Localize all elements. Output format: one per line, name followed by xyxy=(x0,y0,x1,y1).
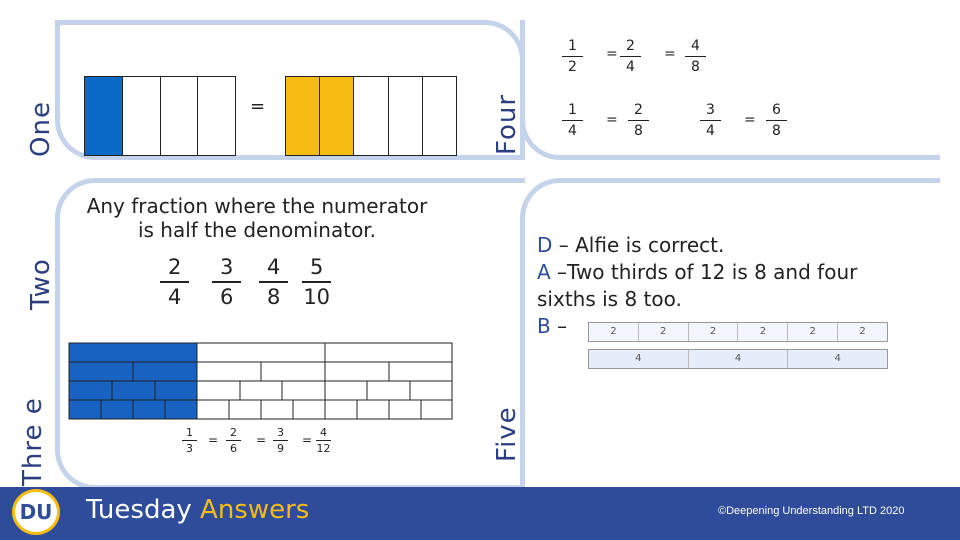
answer-text: –Two thirds of 12 is 8 and four xyxy=(550,260,858,284)
numerator: 2 xyxy=(628,100,649,121)
denominator: 4 xyxy=(168,285,182,309)
bar-segment: 2 xyxy=(639,323,689,341)
denominator: 4 xyxy=(706,123,715,139)
numerator: 3 xyxy=(273,425,288,441)
equals-sign: = xyxy=(302,433,313,447)
du-logo: DU xyxy=(12,489,60,535)
answer-d xyxy=(537,232,857,259)
fraction-wall xyxy=(68,342,453,420)
equals-sign: = xyxy=(250,96,266,117)
eighth-empty xyxy=(354,77,388,155)
section-label-one: One xyxy=(26,101,56,157)
fraction xyxy=(302,253,331,311)
numerator: 4 xyxy=(685,36,706,57)
numerator: 2 xyxy=(226,425,241,441)
quarter-empty xyxy=(198,77,235,155)
two-text-line2: is half the denominator. xyxy=(137,218,377,242)
eighth-empty xyxy=(389,77,423,155)
numerator: 3 xyxy=(700,100,721,121)
numerator: 3 xyxy=(212,253,241,283)
denominator: 6 xyxy=(230,442,237,455)
quarter-shaded xyxy=(85,77,123,155)
quarters-bar xyxy=(84,76,236,156)
two-explanation xyxy=(62,194,452,242)
fraction xyxy=(685,36,706,77)
eighth-shaded xyxy=(320,77,354,155)
section-label-four: Four xyxy=(492,93,522,155)
answer-text: – Alfie is correct. xyxy=(552,233,725,257)
copyright: ©Deepening Understanding LTD 2020 xyxy=(718,505,905,517)
fraction xyxy=(562,100,583,141)
numerator: 4 xyxy=(259,253,288,283)
bar-model-sixths xyxy=(588,322,888,342)
denominator: 6 xyxy=(220,285,234,309)
footer-title-accent: Answers xyxy=(200,495,310,525)
numerator: 4 xyxy=(316,425,331,441)
fraction xyxy=(259,253,288,311)
denominator: 4 xyxy=(568,123,577,139)
denominator: 9 xyxy=(277,442,284,455)
panel-four xyxy=(520,20,940,160)
denominator: 8 xyxy=(634,123,643,139)
fraction xyxy=(316,425,331,456)
answer-a xyxy=(537,259,857,286)
section-label-two: Two xyxy=(26,258,56,310)
equals-sign: = xyxy=(606,112,618,128)
eighth-empty xyxy=(423,77,456,155)
bar-segment: 2 xyxy=(589,323,639,341)
numerator: 2 xyxy=(620,36,641,57)
numerator: 1 xyxy=(562,36,583,57)
numerator: 1 xyxy=(182,425,197,441)
denominator: 8 xyxy=(267,285,281,309)
answer-text: – xyxy=(550,314,568,338)
numerator: 5 xyxy=(302,253,331,283)
bar-segment: 2 xyxy=(788,323,838,341)
footer-title-main: Tuesday xyxy=(86,495,192,525)
answer-letter: D xyxy=(537,233,553,257)
denominator: 4 xyxy=(626,59,635,75)
two-text-line1: Any fraction where the numerator xyxy=(86,194,428,218)
equals-sign: = xyxy=(744,112,756,128)
numerator: 6 xyxy=(766,100,787,121)
denominator: 3 xyxy=(186,442,193,455)
section-label-five: Five xyxy=(492,406,522,462)
quarter-empty xyxy=(123,77,161,155)
fraction xyxy=(160,253,189,311)
answer-a-cont: sixths is 8 too. xyxy=(537,287,682,311)
bar-segment: 4 xyxy=(589,350,689,368)
quarter-empty xyxy=(161,77,199,155)
footer-title xyxy=(86,495,309,525)
eighth-shaded xyxy=(286,77,320,155)
fraction xyxy=(620,36,641,77)
answer-letter: B xyxy=(537,314,551,338)
fraction xyxy=(562,36,583,77)
bar-segment: 4 xyxy=(834,353,841,364)
numerator: 2 xyxy=(160,253,189,283)
section-label-three: Thre e xyxy=(18,397,48,486)
equals-sign: = xyxy=(256,433,267,447)
fraction xyxy=(766,100,787,141)
denominator: 8 xyxy=(772,123,781,139)
denominator: 8 xyxy=(691,59,700,75)
bar-model-thirds xyxy=(588,349,888,369)
answer-letter: A xyxy=(537,260,551,284)
eighths-bar xyxy=(285,76,457,156)
equals-sign: = xyxy=(208,433,219,447)
fraction xyxy=(273,425,288,456)
bar-segment: 2 xyxy=(689,323,739,341)
bar-segment: 2 xyxy=(859,326,866,337)
denominator: 12 xyxy=(316,442,331,455)
fraction xyxy=(700,100,721,141)
bar-segment: 2 xyxy=(738,323,788,341)
fraction xyxy=(182,425,197,456)
equals-sign: = xyxy=(664,46,676,62)
equals-sign: = xyxy=(606,46,618,62)
denominator: 10 xyxy=(303,285,331,309)
fraction xyxy=(628,100,649,141)
denominator: 2 xyxy=(568,59,577,75)
fraction xyxy=(226,425,241,456)
fraction xyxy=(212,253,241,311)
numerator: 1 xyxy=(562,100,583,121)
bar-segment: 4 xyxy=(689,350,789,368)
